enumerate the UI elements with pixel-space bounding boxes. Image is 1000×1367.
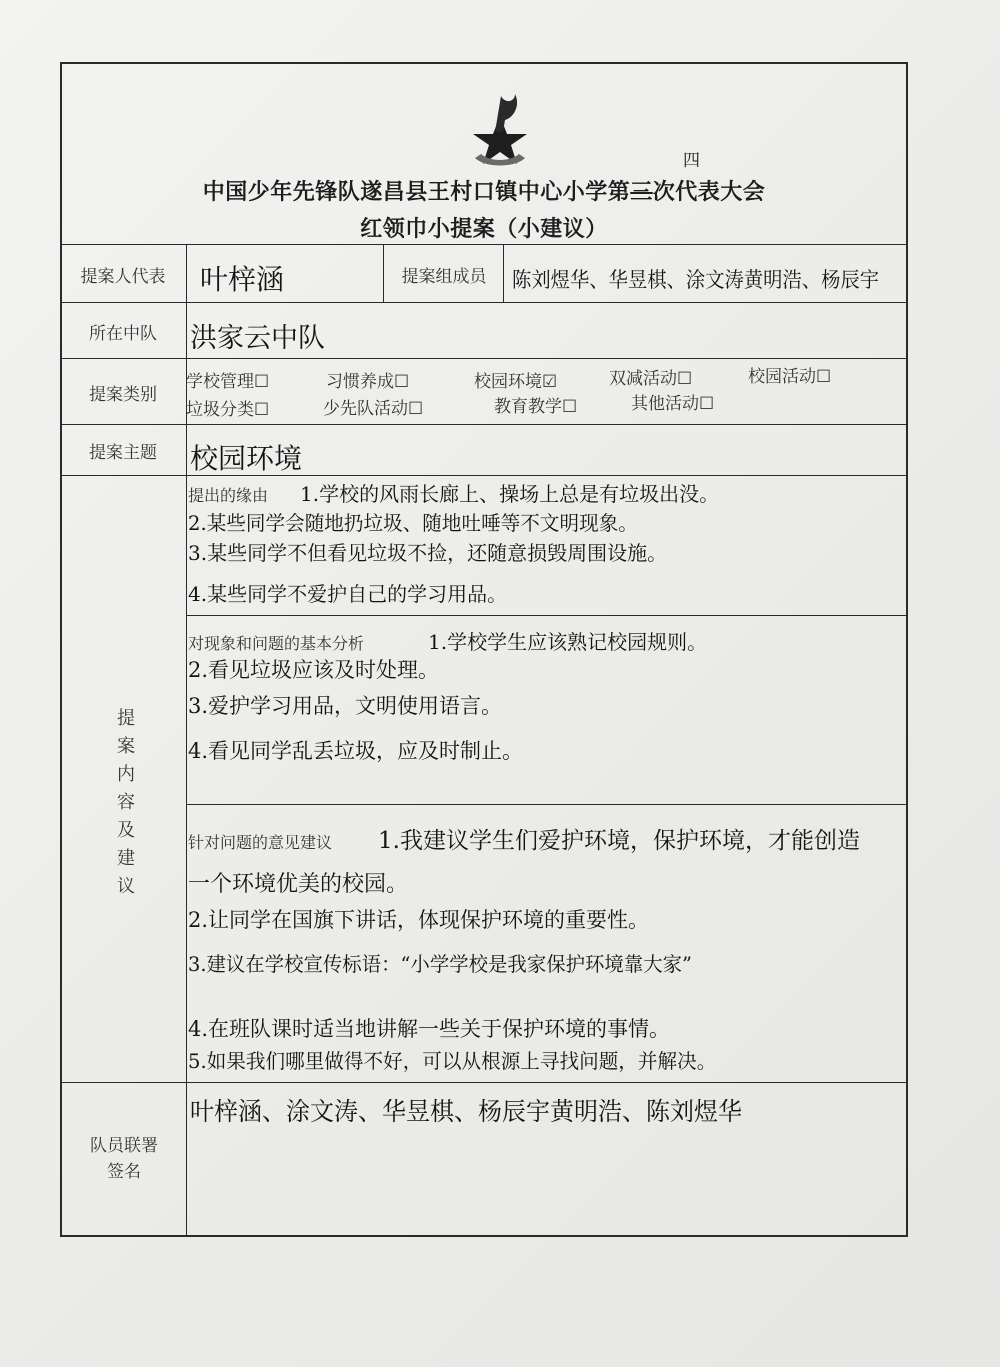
squad-value: 洪家云中队 <box>190 323 325 354</box>
suggestion-line-2: 一个环境优美的校园。 <box>188 872 409 897</box>
analysis-label: 对现象和问题的基本分析 <box>188 634 365 653</box>
category-education[interactable]: 教育教学☐ <box>494 397 578 417</box>
analysis-line-4: 4.看见同学乱丢垃圾，应及时制止。 <box>188 739 524 763</box>
suggestion-line-3: 2.让同学在国旗下讲话，体现保护环境的重要性。 <box>188 908 650 932</box>
signature-label: 队员联署 签名 <box>90 1136 158 1182</box>
suggestion-line-5: 4.在班队课时适当地讲解一些关于保护环境的事情。 <box>188 1017 671 1041</box>
form-title-line1: 中国少年先锋队遂昌县王村口镇中心小学第三次代表大会 <box>202 180 766 205</box>
analysis-line-2: 2.看见垃圾应该及时处理。 <box>188 658 440 682</box>
members-label: 提案组成员 <box>401 266 487 287</box>
reason-line-3: 3.某些同学不但看见垃圾不捡，还随意损毁周围设施。 <box>188 541 668 565</box>
category-young-pioneers-activity[interactable]: 少先队活动☐ <box>323 399 424 419</box>
suggestion-label: 针对问题的意见建议 <box>188 833 333 852</box>
category-campus-environment[interactable]: 校园环境☑ <box>474 372 558 392</box>
suggestion-line-4: 3.建议在学校宣传标语：“小学学校是我家保护环境靠大家” <box>188 952 692 976</box>
topic-label: 提案主题 <box>89 443 157 463</box>
suggestion-line-1: 1.我建议学生们爱护环境，保护环境，才能创造 <box>378 828 860 854</box>
reason-line-4: 4.某些同学不爱护自己的学习用品。 <box>188 582 508 606</box>
signature-value: 叶梓涵、涂文涛、华昱棋、杨辰宇黄明浩、陈刘煜华 <box>190 1097 743 1126</box>
category-school-management[interactable]: 学校管理☐ <box>186 372 270 392</box>
category-label: 提案类别 <box>89 384 157 405</box>
suggestion-line-6: 5.如果我们哪里做得不好，可以从根源上寻找问题，并解决。 <box>188 1049 717 1073</box>
reason-label: 提出的缘由 <box>188 486 269 505</box>
topic-value: 校园环境 <box>190 442 303 475</box>
analysis-line-1: 1.学校学生应该熟记校园规则。 <box>428 630 708 654</box>
proposer-value: 叶梓涵 <box>200 263 285 296</box>
category-other-activity[interactable]: 其他活动☐ <box>631 394 715 414</box>
content-label: 提案内容及建议 <box>117 708 139 897</box>
category-garbage-sorting[interactable]: 垃圾分类☐ <box>186 400 270 420</box>
reason-line-2: 2.某些同学会随地扔垃圾、随地吐唾等不文明现象。 <box>188 511 638 535</box>
form-title-line2: 红领巾小提案（小建议） <box>360 217 608 242</box>
category-double-reduction[interactable]: 双减活动☐ <box>609 369 693 389</box>
category-campus-activity[interactable]: 校园活动☐ <box>748 367 832 387</box>
category-habit-forming[interactable]: 习惯养成☐ <box>326 372 410 392</box>
proposer-label: 提案人代表 <box>80 266 166 287</box>
reason-line-1: 1.学校的风雨长廊上、操场上总是有垃圾出没。 <box>300 482 720 506</box>
analysis-line-3: 3.爱护学习用品，文明使用语言。 <box>188 694 503 718</box>
handwritten-correction: 四 <box>683 151 700 171</box>
squad-label: 所在中队 <box>89 323 157 344</box>
members-value: 陈刘煜华、华昱棋、涂文涛黄明浩、杨辰宇 <box>512 268 880 292</box>
